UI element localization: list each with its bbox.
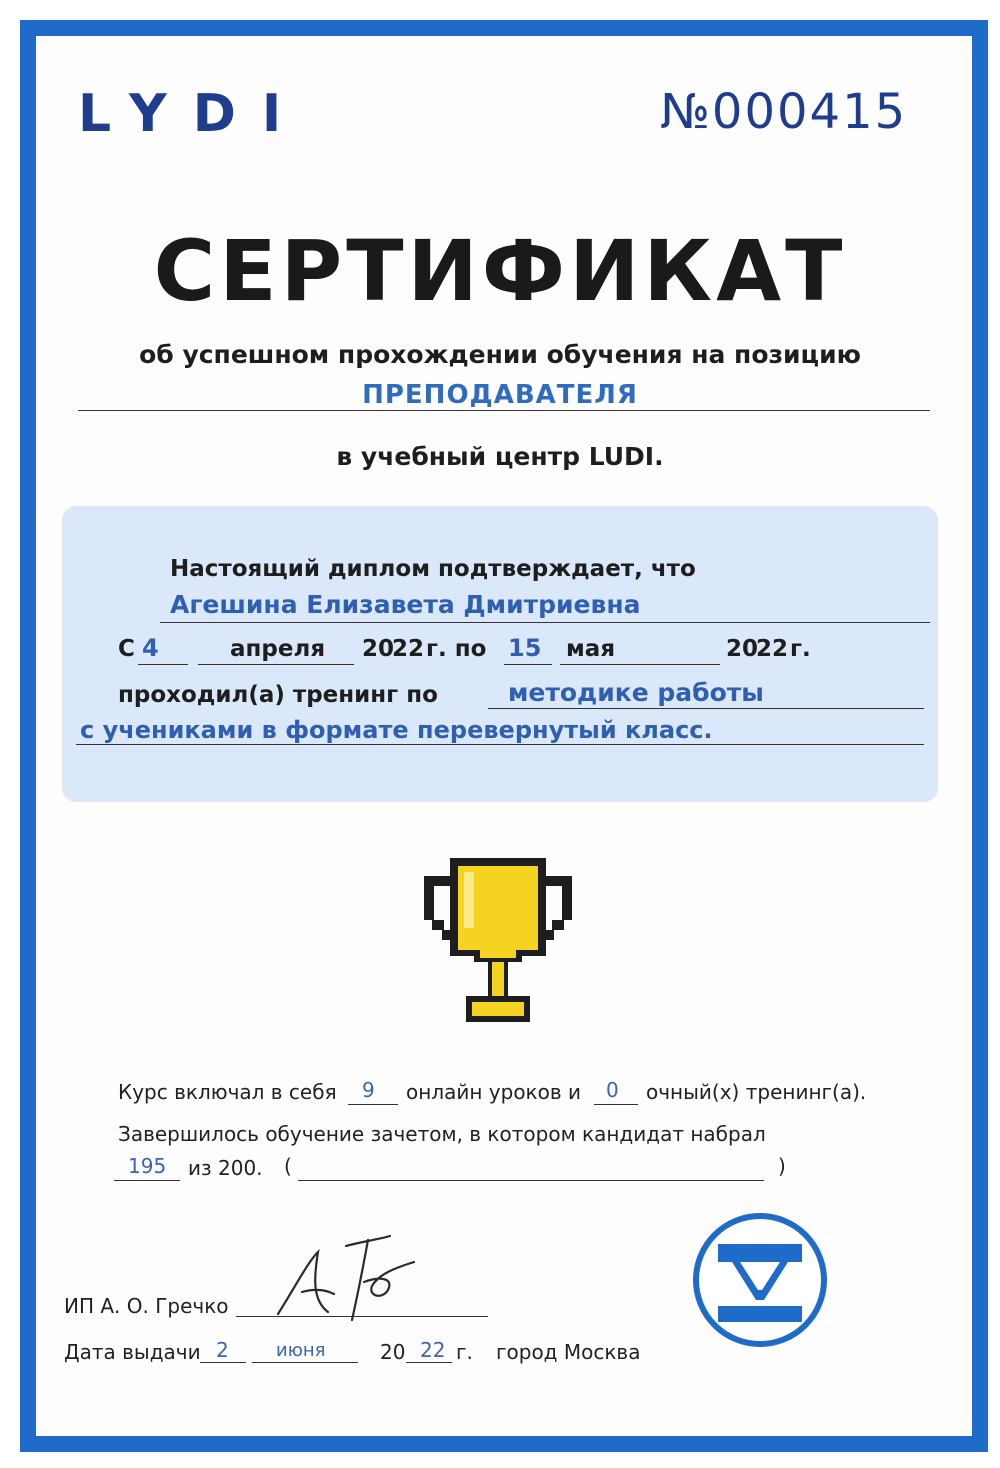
from-year: 22: [392, 636, 425, 662]
training-line2-underline: [76, 744, 924, 745]
issue-month-line: [252, 1362, 358, 1363]
to-month-line: [560, 664, 720, 665]
issue-year-prefix: 20: [380, 1340, 406, 1364]
name-underline: [160, 622, 930, 623]
online-count: 9: [362, 1078, 375, 1102]
confirms-text: Настоящий диплом подтверждает, что: [170, 556, 696, 582]
to-year: 22: [756, 636, 789, 662]
training-center: в учебный центр LUDI.: [336, 442, 664, 471]
issuer-line: [236, 1316, 488, 1317]
paren-open: (: [284, 1154, 292, 1178]
issue-day-line: [200, 1362, 246, 1363]
logo: LYDI: [78, 84, 308, 144]
training-line1-underline: [488, 708, 924, 709]
from-prefix: С: [118, 636, 135, 662]
issuer-name: ИП А. О. Гречко: [64, 1294, 229, 1318]
trophy-icon: [416, 852, 580, 1032]
issue-year-line: [406, 1362, 452, 1363]
from-day-line: [138, 664, 188, 665]
to-year-prefix: 20: [726, 636, 759, 662]
course-text-1: Курс включал в себя: [118, 1080, 337, 1104]
offline-count-line: [594, 1104, 638, 1105]
score-line: [114, 1180, 180, 1181]
training-topic-line1: методике работы: [508, 678, 764, 707]
course-text-3: очный(х) тренинг(а).: [646, 1080, 867, 1104]
trainee-name: Агешина Елизавета Дмитриевна: [170, 590, 641, 619]
to-day-line: [504, 664, 552, 665]
issue-month: июня: [276, 1340, 326, 1361]
position-underline: [78, 410, 930, 411]
to-month: мая: [566, 636, 616, 662]
issue-year-suffix: г.: [456, 1340, 473, 1364]
training-topic-line2: с учениками в формате перевернутый класс.: [80, 716, 713, 744]
certificate-subtitle: об успешном прохождении обучения на позицию: [139, 340, 861, 369]
issue-year: 22: [420, 1338, 446, 1362]
signature: [268, 1222, 418, 1336]
year-suffix-2: г.: [790, 636, 811, 662]
certificate-number: №000415: [660, 84, 908, 140]
from-year-prefix: 20: [362, 636, 395, 662]
offline-count: 0: [606, 1078, 619, 1102]
date-label: Дата выдачи: [64, 1340, 201, 1364]
course-text-2: онлайн уроков и: [406, 1080, 582, 1104]
ludi-emblem-icon: [690, 1210, 830, 1354]
course-text-5: из 200.: [188, 1156, 263, 1180]
comment-line: [298, 1180, 764, 1181]
from-day: 4: [142, 634, 159, 662]
from-month-line: [198, 664, 354, 665]
issue-day: 2: [216, 1338, 229, 1362]
certificate-title: СЕРТИФИКАТ: [153, 222, 847, 320]
course-text-4: Завершилось обучение зачетом, в котором кандидат набрал: [118, 1122, 766, 1146]
from-month: апреля: [230, 636, 326, 662]
online-count-line: [348, 1104, 398, 1105]
paren-close: ): [778, 1154, 786, 1178]
year-suffix-1: г. по: [426, 636, 487, 662]
to-day: 15: [508, 634, 542, 662]
position-name: ПРЕПОДАВАТЕЛЯ: [362, 380, 638, 410]
training-prefix: проходил(а) тренинг по: [118, 682, 438, 708]
city: город Москва: [496, 1340, 641, 1364]
score: 195: [128, 1154, 167, 1178]
